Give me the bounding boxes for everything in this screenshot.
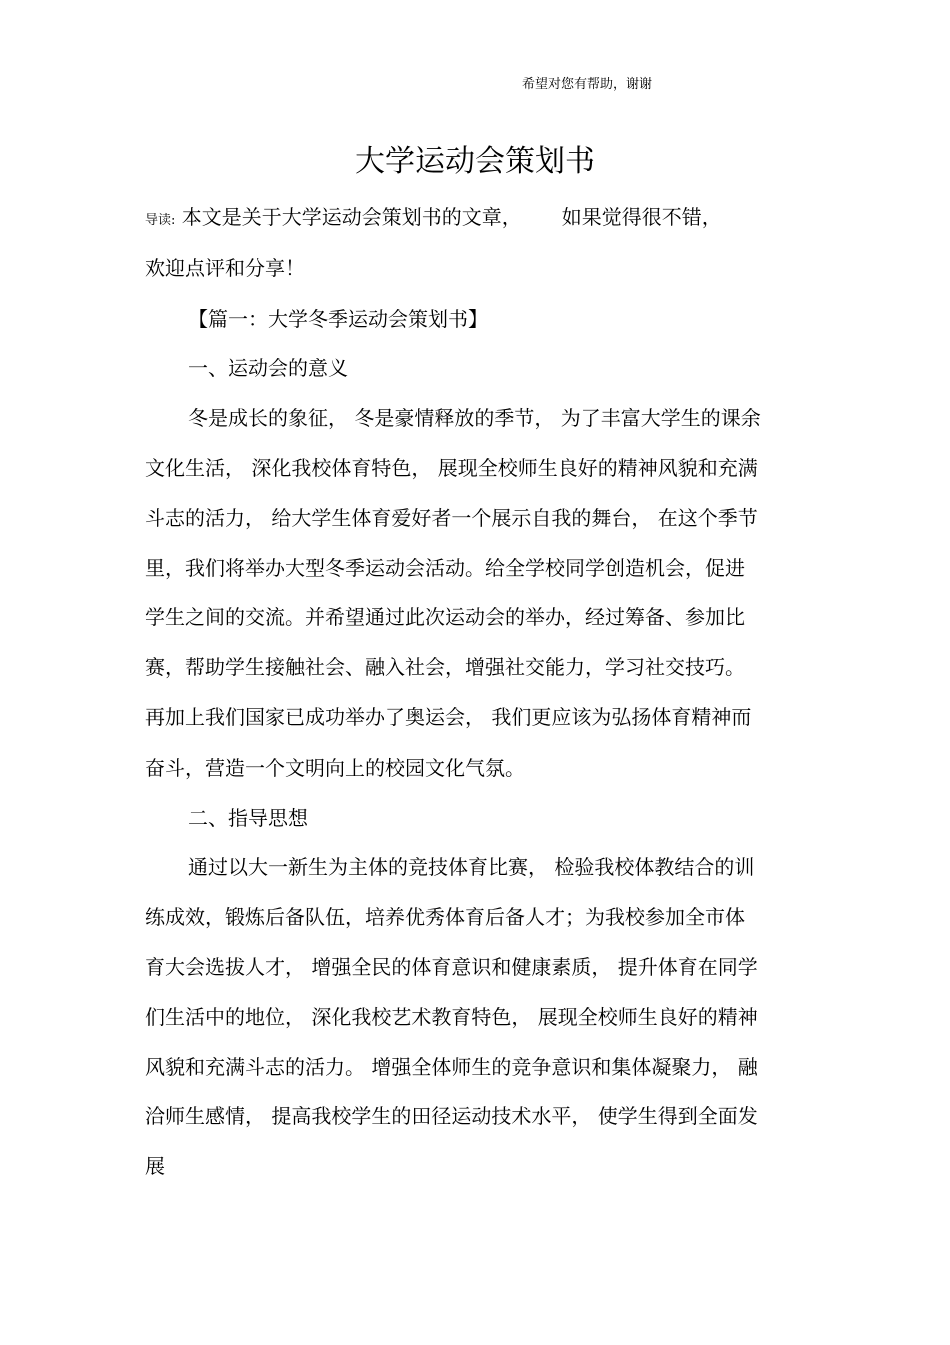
section-heading: 【篇一：大学冬季运动会策划书】	[188, 307, 488, 331]
paragraph-line: 练成效，锻炼后备队伍，培养优秀体育后备人才；为我校参加全市体	[145, 905, 745, 929]
paragraph-line: 再加上我们国家已成功举办了奥运会， 我们更应该为弘扬体育精神而	[145, 705, 752, 729]
paragraph-line: 学生之间的交流。并希望通过此次运动会的举办，经过筹备、参加比	[145, 605, 745, 629]
paragraph-line: 奋斗，营造一个文明向上的校园文化气氛。	[145, 756, 525, 780]
intro-line-2: 欢迎点评和分享！	[145, 256, 305, 280]
paragraph-line: 文化生活， 深化我校体育特色， 展现全校师生良好的精神风貌和充满	[145, 456, 758, 480]
intro-text-a: 本文是关于大学运动会策划书的文章，	[181, 205, 522, 229]
intro-line-1	[145, 203, 722, 235]
intro-text-b: 如果觉得很不错，	[561, 205, 722, 229]
paragraph-line: 斗志的活力， 给大学生体育爱好者一个展示自我的舞台， 在这个季节	[145, 506, 758, 530]
paragraph-line: 育大会选拔人才， 增强全民的体育意识和健康素质， 提升体育在同学	[145, 955, 758, 979]
paragraph-line: 洽师生感情， 提高我校学生的田径运动技术水平， 使学生得到全面发	[145, 1104, 758, 1128]
paragraph-line: 展	[145, 1154, 165, 1178]
paragraph-line: 通过以大一新生为主体的竞技体育比赛， 检验我校体教结合的训	[188, 855, 755, 879]
part2-heading: 二、指导思想	[188, 806, 308, 830]
paragraph-line: 里，我们将举办大型冬季运动会活动。给全学校同学创造机会，促进	[145, 556, 745, 580]
paragraph-line: 风貌和充满斗志的活力。 增强全体师生的竞争意识和集体凝聚力， 融	[145, 1055, 758, 1079]
paragraph-line: 冬是成长的象征， 冬是豪情释放的季节， 为了丰富大学生的课余	[188, 406, 761, 430]
paragraph-line: 赛，帮助学生接触社会、融入社会，增强社交能力，学习社交技巧。	[145, 655, 745, 679]
part1-heading: 一、运动会的意义	[188, 356, 348, 380]
document-title: 大学运动会策划书	[355, 144, 595, 179]
intro-label: 导读:	[145, 213, 176, 228]
paragraph-line: 们生活中的地位， 深化我校艺术教育特色， 展现全校师生良好的精神	[145, 1005, 758, 1029]
header-note: 希望对您有帮助，谢谢	[522, 77, 653, 92]
